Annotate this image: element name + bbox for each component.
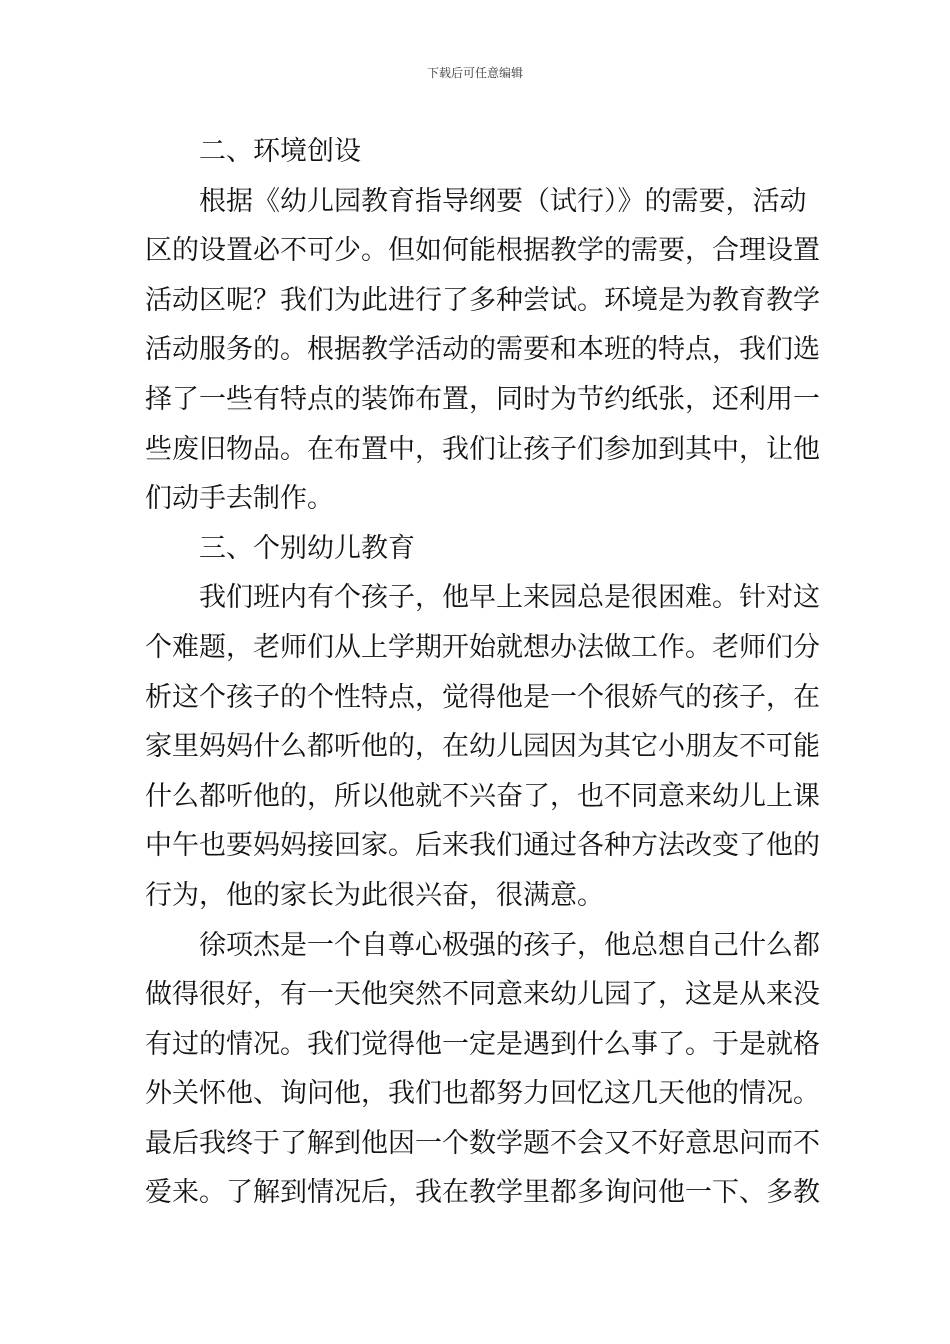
paragraph-line: 什么都听他的，所以他就不兴奋了，也不同意来幼儿上课	[145, 780, 820, 812]
paragraph-line: 做得很好，有一天他突然不同意来幼儿园了，这是从来没	[145, 979, 820, 1011]
paragraph-line: 们动手去制作。	[145, 483, 334, 515]
paragraph-line: 外关怀他、询问他，我们也都努力回忆这几天他的情况。	[145, 1078, 820, 1110]
paragraph-line: 根据《幼儿园教育指导纲要（试行）》的需要，活动	[199, 185, 807, 217]
paragraph-line: 活动服务的。根据教学活动的需要和本班的特点，我们选	[145, 334, 820, 366]
paragraph-line: 我们班内有个孩子，他早上来园总是很困难。针对这	[199, 582, 820, 614]
paragraph-line: 个难题，老师们从上学期开始就想办法做工作。老师们分	[145, 631, 820, 663]
paragraph-line: 爱来。了解到情况后，我在教学里都多询问他一下、多教	[145, 1177, 820, 1209]
paragraph-line: 区的设置必不可少。但如何能根据教学的需要，合理设置	[145, 235, 820, 267]
section-heading-individual-education: 三、个别幼儿教育	[199, 532, 415, 564]
paragraph-line: 徐项杰是一个自尊心极强的孩子，他总想自己什么都	[199, 929, 820, 961]
paragraph-line: 析这个孩子的个性特点，觉得他是一个很娇气的孩子，在	[145, 681, 820, 713]
paragraph-line: 择了一些有特点的装饰布置，同时为节约纸张，还利用一	[145, 383, 820, 415]
paragraph-line: 最后我终于了解到他因一个数学题不会又不好意思问而不	[145, 1127, 820, 1159]
paragraph-line: 有过的情况。我们觉得他一定是遇到什么事了。于是就格	[145, 1028, 820, 1060]
page-header-note: 下载后可任意编辑	[426, 66, 523, 80]
paragraph-line: 些废旧物品。在布置中，我们让孩子们参加到其中，让他	[145, 433, 820, 465]
paragraph-line: 行为，他的家长为此很兴奋，很满意。	[145, 879, 604, 911]
paragraph-line: 中午也要妈妈接回家。后来我们通过各种方法改变了他的	[145, 830, 820, 862]
paragraph-line: 活动区呢？我们为此进行了多种尝试。环境是为教育教学	[145, 284, 820, 316]
paragraph-line: 家里妈妈什么都听他的，在幼儿园因为其它小朋友不可能	[145, 731, 820, 763]
document-body	[145, 127, 820, 1218]
section-heading-environment: 二、环境创设	[199, 136, 361, 167]
